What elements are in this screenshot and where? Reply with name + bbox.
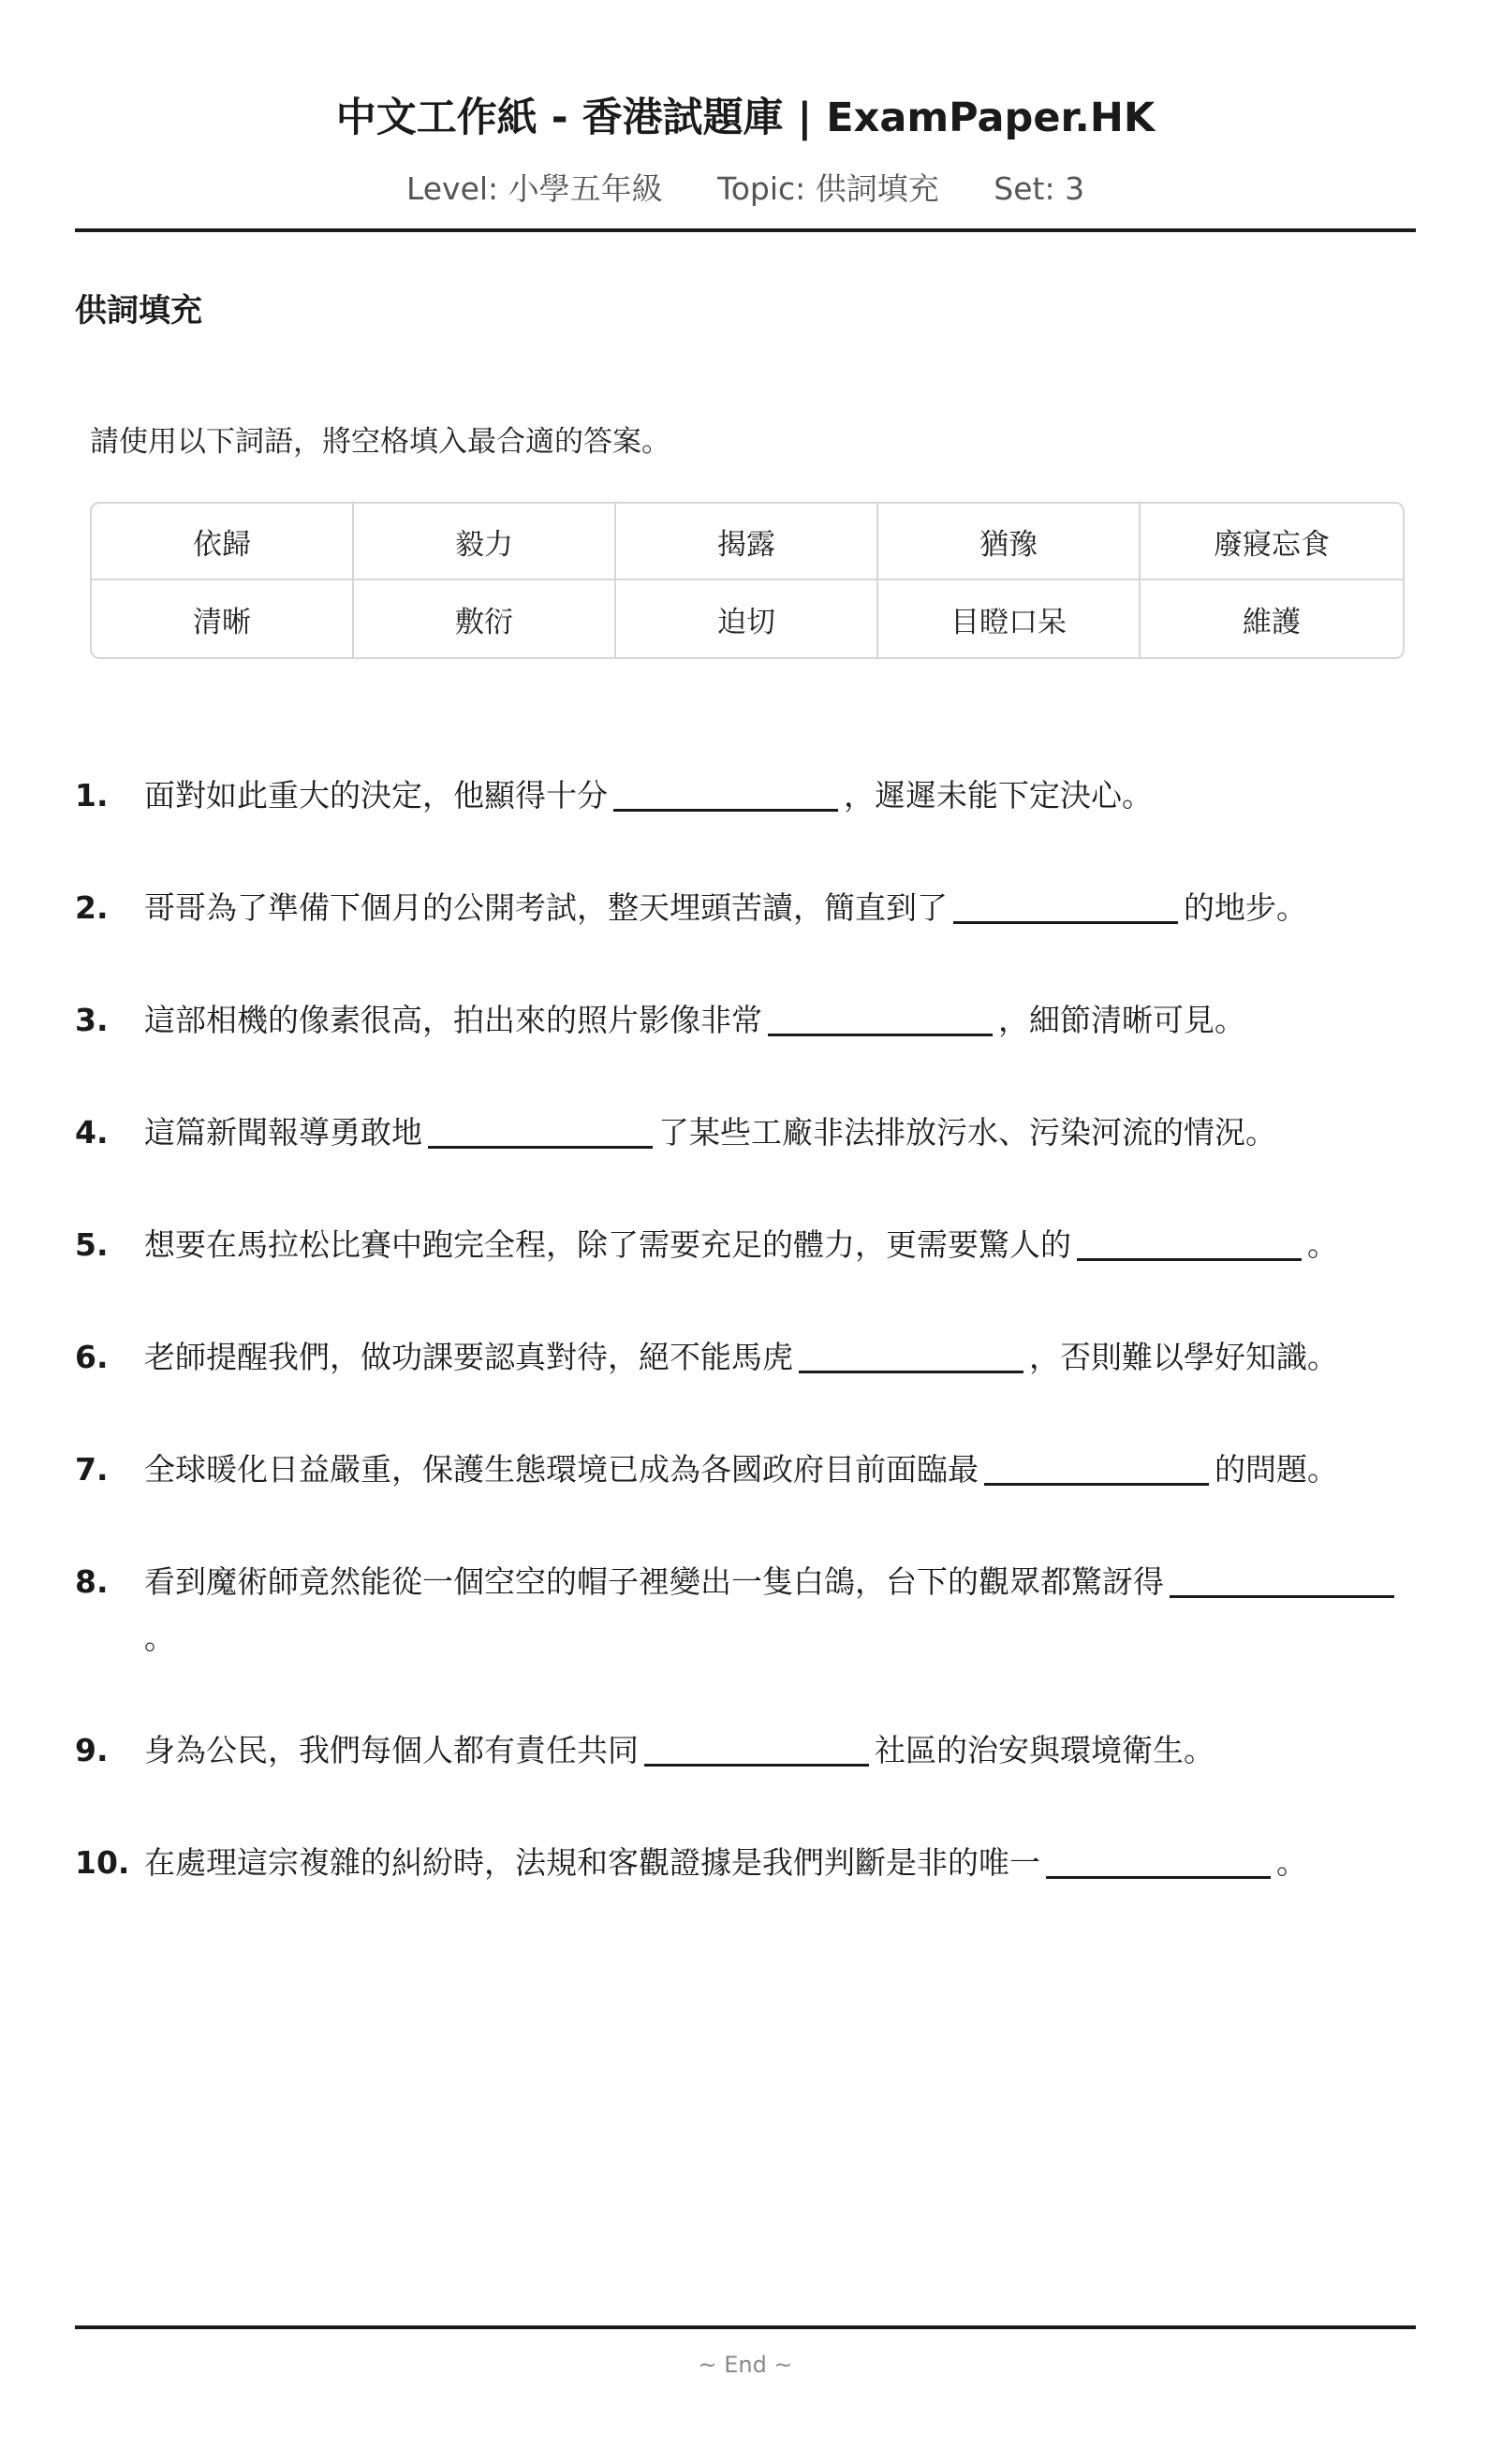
question-number: 6. <box>75 1339 109 1375</box>
question-text-before: 在處理這宗複雜的糾紛時，法規和客觀證據是我們判斷是非的唯一 <box>144 1844 1040 1881</box>
instruction-text: 請使用以下詞語，將空格填入最合適的答案。 <box>90 425 670 459</box>
word-bank-cell: 敷衍 <box>354 580 616 657</box>
question-list <box>75 768 1416 1947</box>
question-item <box>75 1105 1416 1161</box>
answer-blank[interactable] <box>799 1333 1023 1373</box>
question-number: 4. <box>75 1114 109 1151</box>
question-text-before: 看到魔術師竟然能從一個空空的帽子裡變出一隻白鴿，台下的觀眾都驚訝得 <box>144 1563 1164 1600</box>
word-bank-cell: 迫切 <box>616 580 878 657</box>
end-marker: ~ End ~ <box>698 2352 793 2378</box>
answer-blank[interactable] <box>644 1726 869 1767</box>
word-bank-cell: 毅力 <box>354 504 616 580</box>
word-bank-cell: 廢寢忘食 <box>1141 504 1403 580</box>
question-text-after: 。 <box>1276 1844 1307 1881</box>
question-text-after: 了某些工廠非法排放污水、污染河流的情況。 <box>658 1114 1276 1151</box>
question-number: 2. <box>75 889 109 926</box>
question-number: 7. <box>75 1451 109 1488</box>
answer-blank[interactable] <box>428 1108 653 1149</box>
word-bank-cell: 依歸 <box>92 504 354 580</box>
question-item <box>75 1723 1416 1779</box>
page-title: 中文工作紙 - 香港試題庫 | ExamPaper.HK <box>335 95 1156 141</box>
question-text-before: 想要在馬拉松比賽中跑完全程，除了需要充足的體力，更需要驚人的 <box>144 1226 1071 1263</box>
question-number: 1. <box>75 777 109 814</box>
word-bank-cell: 清晰 <box>92 580 354 657</box>
answer-blank[interactable] <box>953 884 1178 924</box>
question-text-before: 哥哥為了準備下個月的公開考試，整天埋頭苦讀，簡直到了 <box>144 889 948 926</box>
word-bank-cell: 揭露 <box>616 504 878 580</box>
word-bank-cell: 猶豫 <box>878 504 1141 580</box>
question-text-before: 老師提醒我們，做功課要認真對待，絕不能馬虎 <box>144 1339 793 1375</box>
word-bank-cell: 維護 <box>1243 605 1301 639</box>
question-number: 3. <box>75 1002 109 1038</box>
answer-blank[interactable] <box>1046 1839 1271 1879</box>
question-text-after: ，細節清晰可見。 <box>998 1002 1245 1038</box>
worksheet-page <box>75 0 1416 2464</box>
worksheet-meta <box>75 165 1416 209</box>
question-item <box>75 1442 1416 1498</box>
question-text-before: 身為公民，我們每個人都有責任共同 <box>144 1732 639 1768</box>
question-text-before: 這部相機的像素很高，拍出來的照片影像非常 <box>144 1002 762 1038</box>
footer-divider <box>75 2325 1416 2329</box>
question-item <box>75 1329 1416 1386</box>
set-label: Set: 3 <box>994 170 1085 207</box>
question-text-after: ，否則難以學好知識。 <box>1029 1339 1338 1375</box>
question-text-after: 的地步。 <box>1184 889 1307 926</box>
question-text-after: 的問題。 <box>1215 1451 1338 1488</box>
question-number: 10. <box>75 1844 130 1881</box>
answer-blank[interactable] <box>768 996 993 1036</box>
question-text-after: 。 <box>1307 1226 1338 1263</box>
question-number: 8. <box>75 1563 109 1600</box>
question-text-after: 社區的治安與環境衛生。 <box>875 1732 1215 1768</box>
question-number: 9. <box>75 1732 109 1768</box>
question-number: 5. <box>75 1226 109 1263</box>
header-divider <box>75 228 1416 232</box>
topic-label: Topic: 供詞填充 <box>717 170 939 207</box>
question-text-after: ，遲遲未能下定決心。 <box>844 777 1153 814</box>
question-item <box>75 880 1416 936</box>
question-item <box>75 1554 1416 1666</box>
section-title: 供詞填充 <box>75 292 202 330</box>
question-item <box>75 992 1416 1049</box>
answer-blank[interactable] <box>1077 1221 1302 1261</box>
question-text-before: 全球暖化日益嚴重，保護生態環境已成為各國政府目前面臨最 <box>144 1451 979 1488</box>
answer-blank[interactable] <box>613 771 838 812</box>
question-item <box>75 1217 1416 1273</box>
question-text-before: 這篇新聞報導勇敢地 <box>144 1114 422 1151</box>
word-bank-table <box>90 502 1405 659</box>
question-text-after: 。 <box>144 1620 175 1656</box>
answer-blank[interactable] <box>1170 1558 1394 1598</box>
word-bank-cell: 目瞪口呆 <box>878 580 1141 657</box>
level-label: Level: 小學五年級 <box>405 170 663 207</box>
answer-blank[interactable] <box>984 1445 1209 1486</box>
question-text-before: 面對如此重大的決定，他顯得十分 <box>144 777 608 814</box>
question-item <box>75 768 1416 824</box>
question-item <box>75 1835 1416 1891</box>
